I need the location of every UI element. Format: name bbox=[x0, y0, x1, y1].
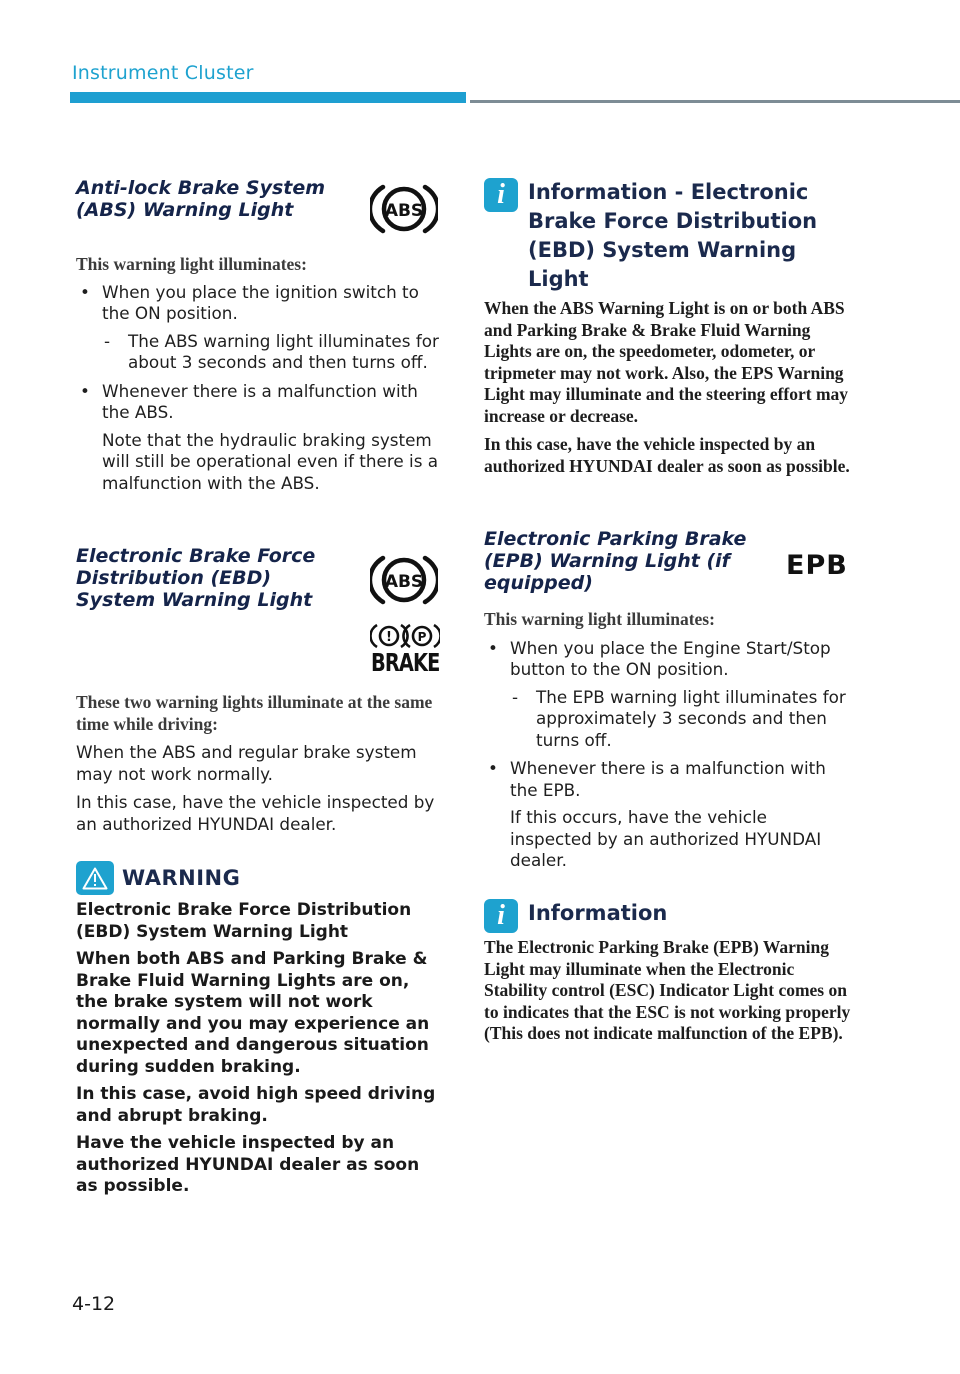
abs-heading: Anti-lock Brake System (ABS) Warning Light bbox=[76, 177, 326, 221]
info-ebd-paragraph-1: When the ABS Warning Light is on or both ABS and Parking Brake & Brake Fluid Warning Lights are on, the speedometer, odometer, or tripmeter may not work. Also, the EPS Warning Light may illuminate and the steering effort may increase or decrease. bbox=[484, 298, 849, 426]
warning-paragraph-4: Have the vehicle inspected by an authorized HYUNDAI dealer as soon as possible. bbox=[76, 1133, 420, 1196]
warning-paragraph-3: In this case, avoid high speed driving and abrupt braking. bbox=[76, 1084, 436, 1126]
abs-warning-icon bbox=[370, 553, 438, 611]
abs-bullet-2: • Whenever there is a malfunction with the ABS. bbox=[76, 381, 442, 424]
abs-bullet-1: • When you place the ignition switch to the ON position. bbox=[76, 282, 442, 325]
info-epb-title: Information bbox=[528, 901, 668, 925]
info-ebd-title: Information - Electronic Brake Force Distribution (EBD) System Warning Light bbox=[528, 180, 818, 291]
info-box-epb bbox=[484, 899, 854, 1045]
info-epb-paragraph-1: The Electronic Parking Brake (EPB) Warning Light may illuminate when the Electronic Stability control (ESC) Indicator Light comes on to indicates that the ESC is not working properly (This does not indicate malfunction of the EPB). bbox=[484, 937, 851, 1043]
svg-text:ABS: ABS bbox=[384, 572, 424, 592]
abs-warning-icon bbox=[370, 182, 438, 240]
epb-bullet-1-sub: - The EPB warning light illuminates for approximately 3 seconds and then turns off. bbox=[484, 687, 854, 752]
section-title: Instrument Cluster bbox=[72, 62, 254, 84]
abs-intro: This warning light illuminates: bbox=[76, 254, 307, 274]
ebd-paragraph-2: In this case, have the vehicle inspected by an authorized HYUNDAI dealer. bbox=[76, 792, 435, 834]
header-rule-grey bbox=[470, 100, 960, 103]
warning-title: WARNING bbox=[122, 866, 241, 890]
warning-triangle-icon bbox=[76, 861, 114, 895]
info-ebd-paragraph-2: In this case, have the vehicle inspected by an authorized HYUNDAI dealer as soon as possible. bbox=[484, 434, 850, 476]
warning-paragraph-2: When both ABS and Parking Brake & Brake Fluid Warning Lights are on, the brake system will not work normally and you may experience an unexpected and dangerous situation during sudden braking. bbox=[76, 949, 430, 1077]
abs-bullet-2-note: Note that the hydraulic braking system will still be operational even if there is a malfunction with the ABS. bbox=[102, 429, 439, 493]
page-number: 4-12 bbox=[72, 1293, 116, 1315]
epb-bullet-2: • Whenever there is a malfunction with the EPB. bbox=[484, 758, 854, 801]
ebd-intro: These two warning lights illuminate at the same time while driving: bbox=[76, 692, 433, 734]
epb-intro: This warning light illuminates: bbox=[484, 609, 715, 629]
info-box-ebd bbox=[484, 178, 854, 477]
ebd-heading: Electronic Brake Force Distribution (EBD) System Warning Light bbox=[76, 545, 316, 611]
svg-text:!: ! bbox=[386, 630, 392, 645]
brake-word: BRAKE bbox=[371, 648, 440, 677]
information-icon: i bbox=[484, 178, 518, 212]
svg-text:ABS: ABS bbox=[384, 201, 424, 221]
ebd-paragraph-1: When the ABS and regular brake system may not work normally. bbox=[76, 742, 417, 784]
epb-bullet-1: • When you place the Engine Start/Stop button to the ON position. bbox=[484, 638, 854, 681]
epb-heading: Electronic Parking Brake (EPB) Warning Light (if equipped) bbox=[484, 528, 747, 594]
epb-bullet-2-note: If this occurs, have the vehicle inspected by an authorized HYUNDAI dealer. bbox=[510, 807, 822, 870]
warning-paragraph-1: Electronic Brake Force Distribution (EBD) System Warning Light bbox=[76, 900, 412, 942]
warning-box bbox=[76, 861, 442, 1198]
epb-warning-icon: EPB bbox=[786, 550, 848, 581]
abs-bullet-1-sub: - The ABS warning light illuminates for about 3 seconds and then turns off. bbox=[76, 331, 442, 374]
header-rule-blue bbox=[70, 92, 466, 103]
svg-text:P: P bbox=[417, 630, 427, 644]
information-icon: i bbox=[484, 899, 518, 933]
